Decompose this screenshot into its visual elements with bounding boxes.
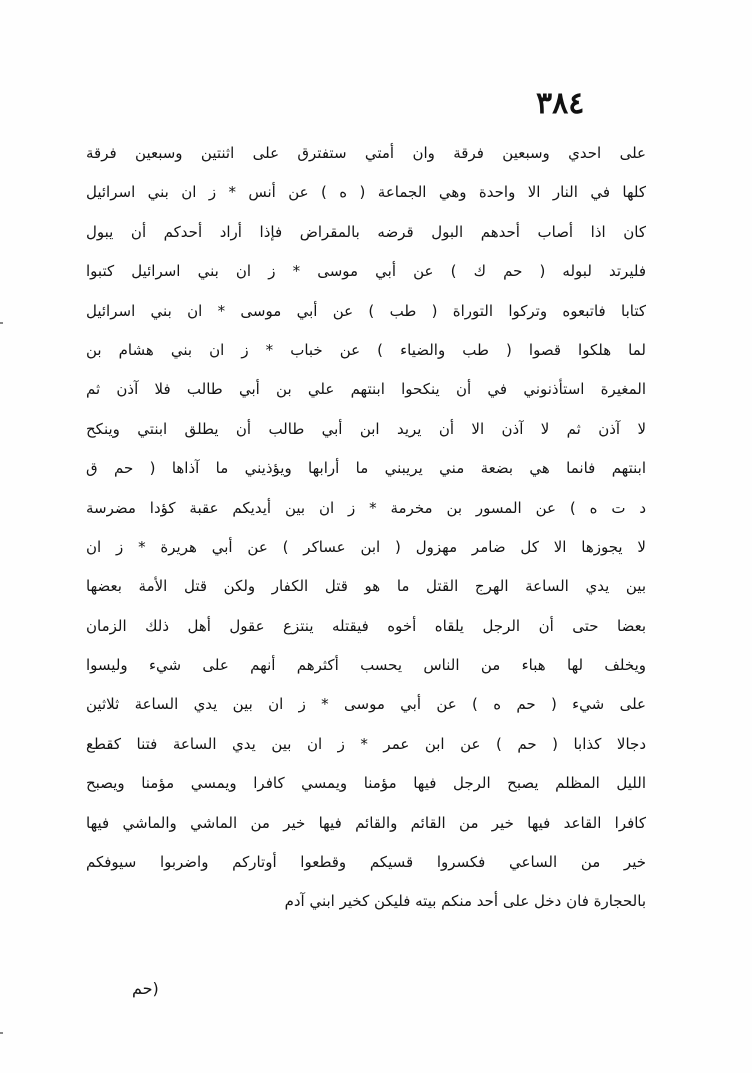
text-line: لما هلكوا قصوا ( طب والضياء ) عن خباب * ز ان بني هشام بن bbox=[86, 340, 646, 359]
text-line: على شيء ( حم ه ) عن أبي موسى * ز ان بين يدي الساعة ثلاثين bbox=[86, 695, 646, 714]
scan-edge-mark bbox=[0, 322, 3, 324]
text-line: خير من الساعي فكسروا قسيكم وقطعوا أوتاركم واضربوا سيوفكم bbox=[86, 853, 646, 872]
text-line: بالحجارة فان دخل على أحد منكم بيته فليكن كخير ابني آدم bbox=[284, 892, 646, 911]
text-line: على احدي وسبعين فرقة وان أمتي ستفترق على اثنتين وسبعين فرقة bbox=[86, 144, 646, 162]
text-line: ويخلف لها هباء من الناس يحسب أكثرهم أنهم على شيء وليسوا bbox=[86, 656, 646, 675]
text-line: المغيرة استأذنوني في أن ينكحوا ابنتهم علي بن أبي طالب فلا آذن ثم bbox=[86, 380, 646, 399]
text-line: بين يدي الساعة الهرج القتل ما هو قتل الكفار ولكن قتل الأمة بعضها bbox=[86, 577, 646, 596]
text-line: كلها في النار الا واحدة وهي الجماعة ( ه ) عن أنس * ز ان بني اسرائيل bbox=[86, 183, 646, 202]
text-line: ابنتهم فانما هي بضعة مني يريبني ما أرابها ويؤذيني ما آذاها ( حم ق bbox=[86, 459, 646, 478]
text-line: دجالا كذابا ( حم ) عن ابن عمر * ز ان بين يدي الساعة فتنا كقطع bbox=[86, 734, 646, 753]
text-line: فليرتد لبوله ( حم ك ) عن أبي موسى * ز ان بني اسرائيل كتبوا bbox=[86, 262, 646, 281]
text-line: بعضا حتى أن الرجل يلقاه أخوه فيقتله ينتزع عقول أهل ذلك الزمان bbox=[86, 616, 646, 635]
text-line: كتابا فاتبعوه وتركوا التوراة ( طب ) عن أبي موسى * ان بني اسرائيل bbox=[86, 301, 646, 320]
scan-edge-mark bbox=[0, 1032, 3, 1034]
text-line: كان اذا أصاب أحدهم البول قرضه بالمقراض فإذا أراد أحدكم أن يبول bbox=[86, 222, 646, 241]
text-line: د ت ه ) عن المسور بن مخرمة * ز ان بين أيديكم عقبة كؤدا مضرسة bbox=[86, 498, 646, 517]
text-line: لا آذن ثم لا آذن الا أن يريد ابن أبي طالب أن يطلق ابنتي وينكح bbox=[86, 419, 646, 438]
page-number: ٣٨٤ bbox=[536, 86, 585, 121]
text-line: لا يجوزها الا كل ضامر مهزول ( ابن عساكر ) عن أبي هريرة * ز ان bbox=[86, 537, 646, 556]
text-line: الليل المظلم يصبح الرجل فيها مؤمنا ويمسي كافرا ويمسي مؤمنا ويصبح bbox=[86, 774, 646, 793]
body-text bbox=[86, 134, 646, 922]
text-line: كافرا القاعد فيها خير من القائم والقائم فيها خير من الماشي والماشي فيها bbox=[86, 813, 646, 832]
catchword: (حم bbox=[132, 979, 159, 998]
